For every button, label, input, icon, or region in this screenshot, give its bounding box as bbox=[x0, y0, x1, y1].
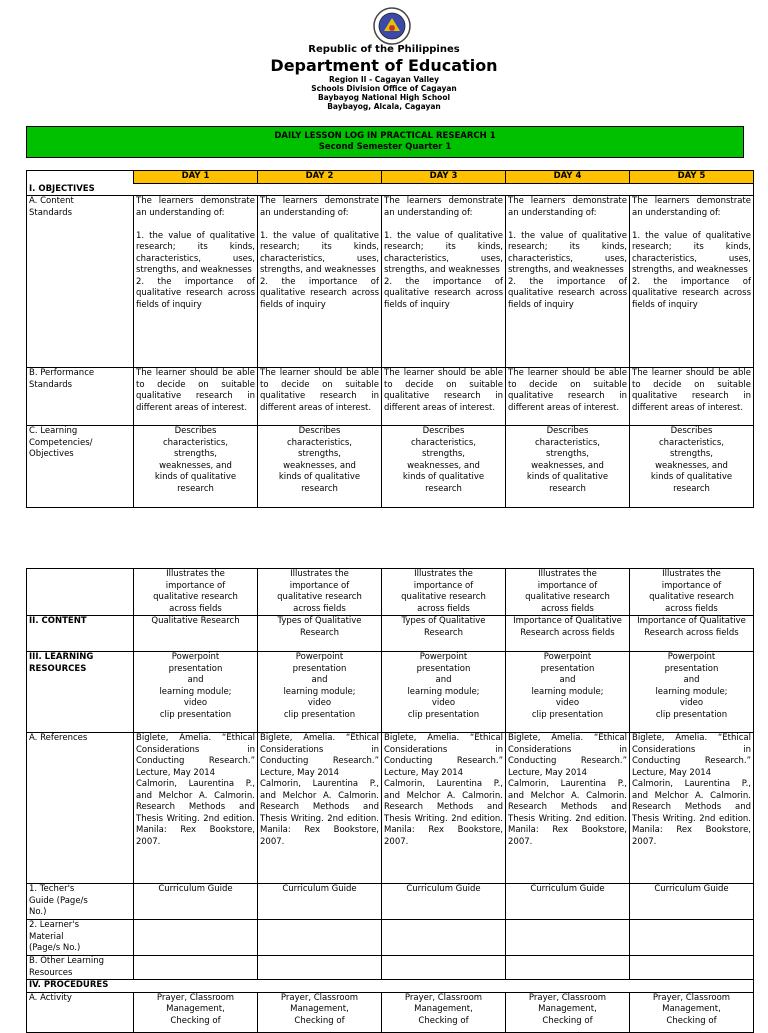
resources-day-5: Powerpoint presentation and learning module; video clip presentation bbox=[630, 652, 754, 733]
activity-row bbox=[27, 992, 754, 1032]
competencies2-day-1: Illustrates the importance of qualitative research across fields bbox=[134, 569, 258, 616]
references-day-1: Biglete, Amelia. “Ethical Considerations in Conducting Research.” Lecture, May 2014 Calmorin, Laurentina P., and Melchor A. Calmorin. Research Methods and Thesis Writing. 2nd edition. Manila: Rex Bookstore, 2007. bbox=[134, 733, 258, 884]
competencies2-day-4: Illustrates the importance of qualitative research across fields bbox=[506, 569, 630, 616]
other-resources-day-4 bbox=[506, 956, 630, 980]
teacher-guide-day-4: Curriculum Guide bbox=[506, 884, 630, 920]
content-standards-row bbox=[27, 196, 754, 368]
content-day-5: Importance of Qualitative Research across fields bbox=[630, 616, 754, 652]
activity-label: A. Activity bbox=[27, 992, 134, 1032]
activity-day-4: Prayer, Classroom Management, Checking of bbox=[506, 992, 630, 1032]
teacher-guide-row bbox=[27, 884, 754, 920]
blank-header-cell bbox=[27, 171, 134, 184]
content-standards-day-1: The learners demonstrate an understanding of: 1. the value of qualitative research; its kinds, characteristics, uses, strengths, and weaknesses 2. the importance of qualitative research across fields of inquiry bbox=[134, 196, 258, 368]
department-heading: Department of Education bbox=[270, 56, 498, 75]
teacher-guide-label: 1. Techer's Guide (Page/s No.) bbox=[27, 884, 134, 920]
performance-standards-day-2: The learner should be able to decide on suitable qualitative research in different areas of interest. bbox=[258, 368, 382, 426]
activity-day-2: Prayer, Classroom Management, Checking of bbox=[258, 992, 382, 1032]
lesson-log-table-top bbox=[26, 170, 754, 508]
references-label: A. References bbox=[27, 733, 134, 884]
school-line: Baybayog National High School bbox=[317, 93, 451, 102]
learner-material-row bbox=[27, 920, 754, 956]
resources-day-1: Powerpoint presentation and learning module; video clip presentation bbox=[134, 652, 258, 733]
deped-seal-icon bbox=[366, 6, 418, 46]
resources-day-4: Powerpoint presentation and learning module; video clip presentation bbox=[506, 652, 630, 733]
activity-day-3: Prayer, Classroom Management, Checking of bbox=[382, 992, 506, 1032]
performance-standards-day-3: The learner should be able to decide on suitable qualitative research in different areas of interest. bbox=[382, 368, 506, 426]
other-resources-row bbox=[27, 956, 754, 980]
other-resources-label: B. Other Learning Resources bbox=[27, 956, 134, 980]
republic-heading: Republic of the Philippines bbox=[308, 44, 460, 55]
other-resources-day-5 bbox=[630, 956, 754, 980]
other-resources-day-1 bbox=[134, 956, 258, 980]
learning-resources-row bbox=[27, 652, 754, 733]
competencies-label: C. Learning Competencies/ Objectives bbox=[27, 426, 134, 508]
region-line: Region II - Cagayan Valley bbox=[328, 75, 440, 84]
competencies-day-1: Describes characteristics, strengths, weaknesses, and kinds of qualitative research bbox=[134, 426, 258, 508]
learner-material-day-3 bbox=[382, 920, 506, 956]
competencies-day-2: Describes characteristics, strengths, weaknesses, and kinds of qualitative research bbox=[258, 426, 382, 508]
activity-day-1: Prayer, Classroom Management, Checking of bbox=[134, 992, 258, 1032]
content-standards-day-5: The learners demonstrate an understanding of: 1. the value of qualitative research; its kinds, characteristics, uses, strengths, and weaknesses 2. the importance of qualitative research across fields of inquiry bbox=[630, 196, 754, 368]
procedures-heading: IV. PROCEDURES bbox=[27, 980, 754, 993]
objectives-row bbox=[27, 183, 754, 196]
division-line: Schools Division Office of Cagayan bbox=[311, 84, 457, 93]
competencies-row bbox=[27, 426, 754, 508]
performance-standards-day-1: The learner should be able to decide on suitable qualitative research in different areas of interest. bbox=[134, 368, 258, 426]
learner-material-day-2 bbox=[258, 920, 382, 956]
address-line: Baybayog, Alcala, Cagayan bbox=[327, 102, 441, 111]
competencies2-day-3: Illustrates the importance of qualitative research across fields bbox=[382, 569, 506, 616]
banner-subtitle: Second Semester Quarter 1 bbox=[318, 142, 452, 152]
teacher-guide-day-1: Curriculum Guide bbox=[134, 884, 258, 920]
day-2-header: DAY 2 bbox=[258, 171, 382, 184]
other-resources-day-2 bbox=[258, 956, 382, 980]
competencies2-day-2: Illustrates the importance of qualitative research across fields bbox=[258, 569, 382, 616]
teacher-guide-day-2: Curriculum Guide bbox=[258, 884, 382, 920]
day-5-header: DAY 5 bbox=[630, 171, 754, 184]
content-standards-label: A. Content Standards bbox=[27, 196, 134, 368]
resources-day-3: Powerpoint presentation and learning module; video clip presentation bbox=[382, 652, 506, 733]
references-day-4: Biglete, Amelia. “Ethical Considerations in Conducting Research.” Lecture, May 2014 Calmorin, Laurentina P., and Melchor A. Calmorin. Research Methods and Thesis Writing. 2nd edition. Manila: Rex Bookstore, 2007. bbox=[506, 733, 630, 884]
objectives-heading: I. OBJECTIVES bbox=[27, 183, 754, 196]
learner-material-day-4 bbox=[506, 920, 630, 956]
competencies-continued-label bbox=[27, 569, 134, 616]
content-standards-day-2: The learners demonstrate an understanding of: 1. the value of qualitative research; its kinds, characteristics, uses, strengths, and weaknesses 2. the importance of qualitative research across fields of inquiry bbox=[258, 196, 382, 368]
day-4-header: DAY 4 bbox=[506, 171, 630, 184]
learner-material-day-5 bbox=[630, 920, 754, 956]
other-resources-day-3 bbox=[382, 956, 506, 980]
content-day-1: Qualitative Research bbox=[134, 616, 258, 652]
competencies2-day-5: Illustrates the importance of qualitative research across fields bbox=[630, 569, 754, 616]
competencies-continued-row bbox=[27, 569, 754, 616]
performance-standards-day-4: The learner should be able to decide on suitable qualitative research in different areas of interest. bbox=[506, 368, 630, 426]
resources-day-2: Powerpoint presentation and learning module; video clip presentation bbox=[258, 652, 382, 733]
content-row bbox=[27, 616, 754, 652]
performance-standards-row bbox=[27, 368, 754, 426]
teacher-guide-day-3: Curriculum Guide bbox=[382, 884, 506, 920]
day-3-header: DAY 3 bbox=[382, 171, 506, 184]
references-day-3: Biglete, Amelia. “Ethical Considerations in Conducting Research.” Lecture, May 2014 Calmorin, Laurentina P., and Melchor A. Calmorin. Research Methods and Thesis Writing. 2nd edition. Manila: Rex Bookstore, 2007. bbox=[382, 733, 506, 884]
day-header-row bbox=[27, 171, 754, 184]
references-row bbox=[27, 733, 754, 884]
lesson-log-banner bbox=[26, 126, 744, 158]
day-1-header: DAY 1 bbox=[134, 171, 258, 184]
content-day-2: Types of Qualitative Research bbox=[258, 616, 382, 652]
content-day-4: Importance of Qualitative Research across fields bbox=[506, 616, 630, 652]
performance-standards-day-5: The learner should be able to decide on suitable qualitative research in different areas of interest. bbox=[630, 368, 754, 426]
competencies-day-3: Describes characteristics, strengths, weaknesses, and kinds of qualitative research bbox=[382, 426, 506, 508]
references-day-5: Biglete, Amelia. “Ethical Considerations in Conducting Research.” Lecture, May 2014 Calmorin, Laurentina P., and Melchor A. Calmorin. Research Methods and Thesis Writing. 2nd edition. Manila: Rex Bookstore, 2007. bbox=[630, 733, 754, 884]
references-day-2: Biglete, Amelia. “Ethical Considerations in Conducting Research.” Lecture, May 2014 Calmorin, Laurentina P., and Melchor A. Calmorin. Research Methods and Thesis Writing. 2nd edition. Manila: Rex Bookstore, 2007. bbox=[258, 733, 382, 884]
competencies-day-5: Describes characteristics, strengths, weaknesses, and kinds of qualitative research bbox=[630, 426, 754, 508]
learner-material-label: 2. Learner's Material (Page/s No.) bbox=[27, 920, 134, 956]
lesson-log-table-bottom bbox=[26, 568, 754, 1033]
teacher-guide-day-5: Curriculum Guide bbox=[630, 884, 754, 920]
content-standards-day-3: The learners demonstrate an understanding of: 1. the value of qualitative research; its kinds, characteristics, uses, strengths, and weaknesses 2. the importance of qualitative research across fields of inquiry bbox=[382, 196, 506, 368]
banner-title: DAILY LESSON LOG IN PRACTICAL RESEARCH 1 bbox=[274, 131, 496, 141]
activity-day-5: Prayer, Classroom Management, Checking of bbox=[630, 992, 754, 1032]
content-day-3: Types of Qualitative Research bbox=[382, 616, 506, 652]
content-standards-day-4: The learners demonstrate an understanding of: 1. the value of qualitative research; its kinds, characteristics, uses, strengths, and weaknesses 2. the importance of qualitative research across fields of inquiry bbox=[506, 196, 630, 368]
learner-material-day-1 bbox=[134, 920, 258, 956]
competencies-day-4: Describes characteristics, strengths, weaknesses, and kinds of qualitative research bbox=[506, 426, 630, 508]
procedures-row bbox=[27, 980, 754, 993]
content-label: II. CONTENT bbox=[27, 616, 134, 652]
performance-standards-label: B. Performance Standards bbox=[27, 368, 134, 426]
learning-resources-label: III. LEARNING RESOURCES bbox=[27, 652, 134, 733]
